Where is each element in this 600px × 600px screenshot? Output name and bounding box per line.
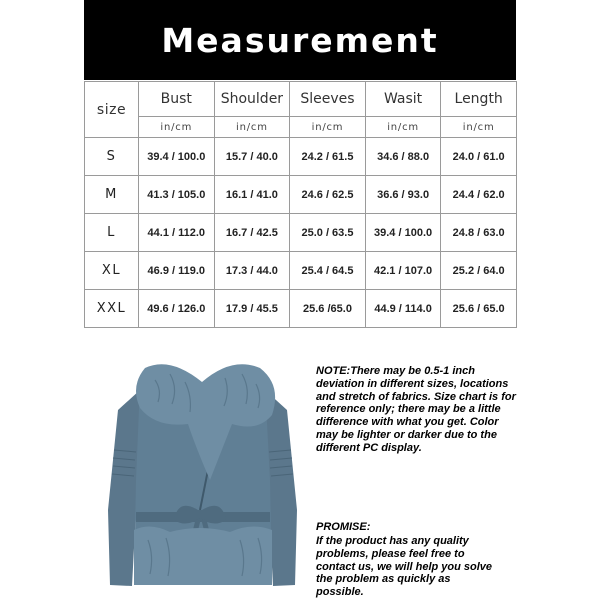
unit-label: in/cm xyxy=(365,117,441,138)
table-cell: 15.7 / 40.0 xyxy=(214,138,290,176)
size-label: L xyxy=(85,214,139,252)
size-chart-table xyxy=(84,81,517,328)
table-cell: 17.3 / 44.0 xyxy=(214,252,290,290)
table-cell: 25.0 / 63.5 xyxy=(290,214,366,252)
table-cell: 25.6 /65.0 xyxy=(290,290,366,328)
table-header-row xyxy=(85,82,517,117)
size-label: S xyxy=(85,138,139,176)
table-cell: 36.6 / 93.0 xyxy=(365,176,441,214)
table-cell: 17.9 / 45.5 xyxy=(214,290,290,328)
unit-label: in/cm xyxy=(290,117,366,138)
column-header-bust: Bust xyxy=(139,82,215,117)
table-row xyxy=(85,214,517,252)
column-header-length: Length xyxy=(441,82,517,117)
table-cell: 24.2 / 61.5 xyxy=(290,138,366,176)
table-cell: 41.3 / 105.0 xyxy=(139,176,215,214)
column-header-waist: Wasit xyxy=(365,82,441,117)
table-cell: 46.9 / 119.0 xyxy=(139,252,215,290)
table-unit-row xyxy=(85,117,517,138)
unit-label: in/cm xyxy=(139,117,215,138)
table-cell: 24.6 / 62.5 xyxy=(290,176,366,214)
table-row xyxy=(85,138,517,176)
table-cell: 25.2 / 64.0 xyxy=(441,252,517,290)
table-cell: 24.0 / 61.0 xyxy=(441,138,517,176)
table-cell: 16.1 / 41.0 xyxy=(214,176,290,214)
table-cell: 25.6 / 65.0 xyxy=(441,290,517,328)
table-cell: 39.4 / 100.0 xyxy=(139,138,215,176)
promise-text: If the product has any quality problems, please feel free to contact us, we will help you solve the problem as quickly as possible. xyxy=(316,535,493,599)
note-text: NOTE:There may be 0.5-1 inch deviation in different sizes, locations and stretch of fabrics. Size chart is for reference only; there may be a little difference with what you get. Color may be lighter or darker due to the different PC display. xyxy=(316,365,516,454)
table-row xyxy=(85,252,517,290)
fur-hem xyxy=(134,526,272,585)
column-header-shoulder: Shoulder xyxy=(214,82,290,117)
unit-label: in/cm xyxy=(214,117,290,138)
table-cell: 39.4 / 100.0 xyxy=(365,214,441,252)
title-banner xyxy=(84,0,516,80)
promise-heading: PROMISE: xyxy=(316,521,371,533)
table-cell: 49.6 / 126.0 xyxy=(139,290,215,328)
size-column-header: size xyxy=(85,82,139,138)
table-row xyxy=(85,176,517,214)
table-row xyxy=(85,290,517,328)
table-cell: 34.6 / 88.0 xyxy=(365,138,441,176)
table-cell: 42.1 / 107.0 xyxy=(365,252,441,290)
unit-label: in/cm xyxy=(441,117,517,138)
table-cell: 44.1 / 112.0 xyxy=(139,214,215,252)
table-cell: 25.4 / 64.5 xyxy=(290,252,366,290)
table-cell: 24.4 / 62.0 xyxy=(441,176,517,214)
size-label: XL xyxy=(85,252,139,290)
page-title: Measurement xyxy=(161,20,439,60)
table-cell: 24.8 / 63.0 xyxy=(441,214,517,252)
table-cell: 16.7 / 42.5 xyxy=(214,214,290,252)
column-header-sleeves: Sleeves xyxy=(290,82,366,117)
table-cell: 44.9 / 114.0 xyxy=(365,290,441,328)
jacket-product-image xyxy=(100,360,305,600)
size-label: XXL xyxy=(85,290,139,328)
size-label: M xyxy=(85,176,139,214)
